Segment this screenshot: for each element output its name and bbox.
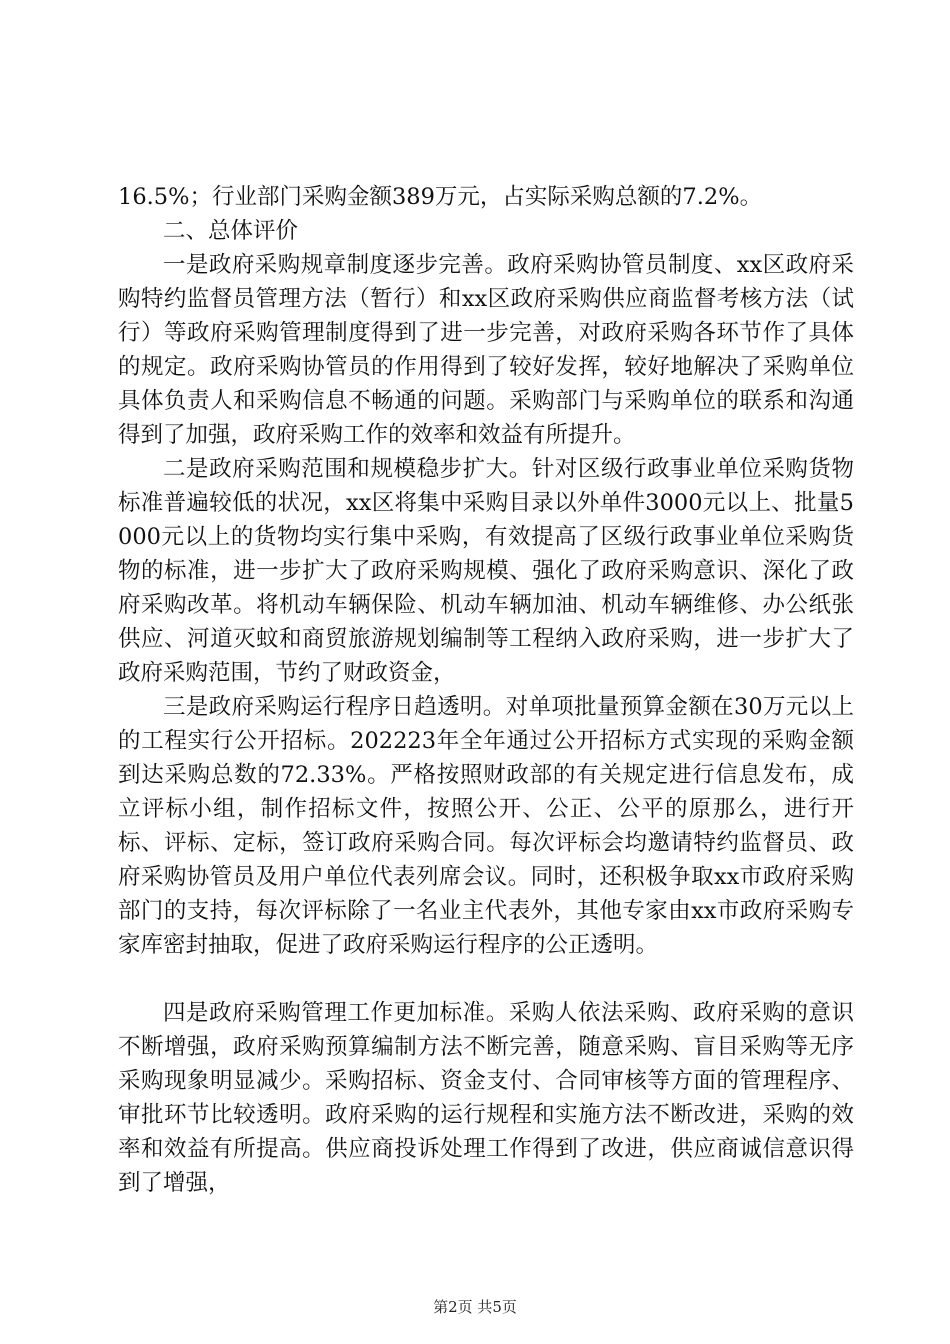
paragraph-scope: 二是政府采购范围和规模稳步扩大。针对区级行政事业单位采购货物标准普遍较低的状况，xx区将集中采购目录以外单件3000元以上、批量5000元以上的货物均实行集中采购，有效提高了区级行政事业单位采购货物的标准，进一步扩大了政府采购规模、强化了政府采购意识、深化了政府采购改革。将机动车辆保险、机动车辆加油、机动车辆维修、办公纸张供应、河道灭蚊和商贸旅游规划编制等工程纳入政府采购，进一步扩大了政府采购范围，节约了财政资金， (118, 456, 854, 686)
paragraph-management: 四是政府采购管理工作更加标准。采购人依法采购、政府采购的意识不断增强，政府采购预算编制方法不断完善，随意采购、盲目采购等无序采购现象明显减少。采购招标、资金支付、合同审核等方面的管理程序、审批环节比较透明。政府采购的运行规程和实施方法不断改进，采购的效率和效益有所提高。供应商投诉处理工作得到了改进，供应商诚信意识得到了增强， (118, 1000, 854, 1196)
paragraph-continuation: 16.5%；行业部门采购金额389万元，占实际采购总额的7.2%。 (118, 184, 763, 210)
paragraph-gap (118, 962, 854, 996)
page-footer: 第2页 共5页 (433, 1298, 517, 1316)
paragraph-regulations: 一是政府采购规章制度逐步完善。政府采购协管员制度、xx区政府采购特约监督员管理方法（暂行）和xx区政府采购供应商监督考核方法（试行）等政府采购管理制度得到了进一步完善，对政府采购各环节作了具体的规定。政府采购协管员的作用得到了较好发挥，较好地解决了采购单位具体负责人和采购信息不畅通的问题。采购部门与采购单位的联系和沟通得到了加强，政府采购工作的效率和效益有所提升。 (118, 252, 854, 448)
document-body (118, 180, 854, 1200)
paragraph-transparency: 三是政府采购运行程序日趋透明。对单项批量预算金额在30万元以上的工程实行公开招标。202223年全年通过公开招标方式实现的采购金额到达采购总数的72.33%。严格按照财政部的有关规定进行信息发布，成立评标小组，制作招标文件，按照公开、公正、公平的原那么，进行开标、评标、定标，签订政府采购合同。每次评标会均邀请特约监督员、政府采购协管员及用户单位代表列席会议。同时，还积极争取xx市政府采购部门的支持，每次评标除了一名业主代表外，其他专家由xx市政府采购专家库密封抽取，促进了政府采购运行程序的公正透明。 (118, 694, 854, 958)
section-heading: 二、总体评价 (163, 218, 299, 244)
